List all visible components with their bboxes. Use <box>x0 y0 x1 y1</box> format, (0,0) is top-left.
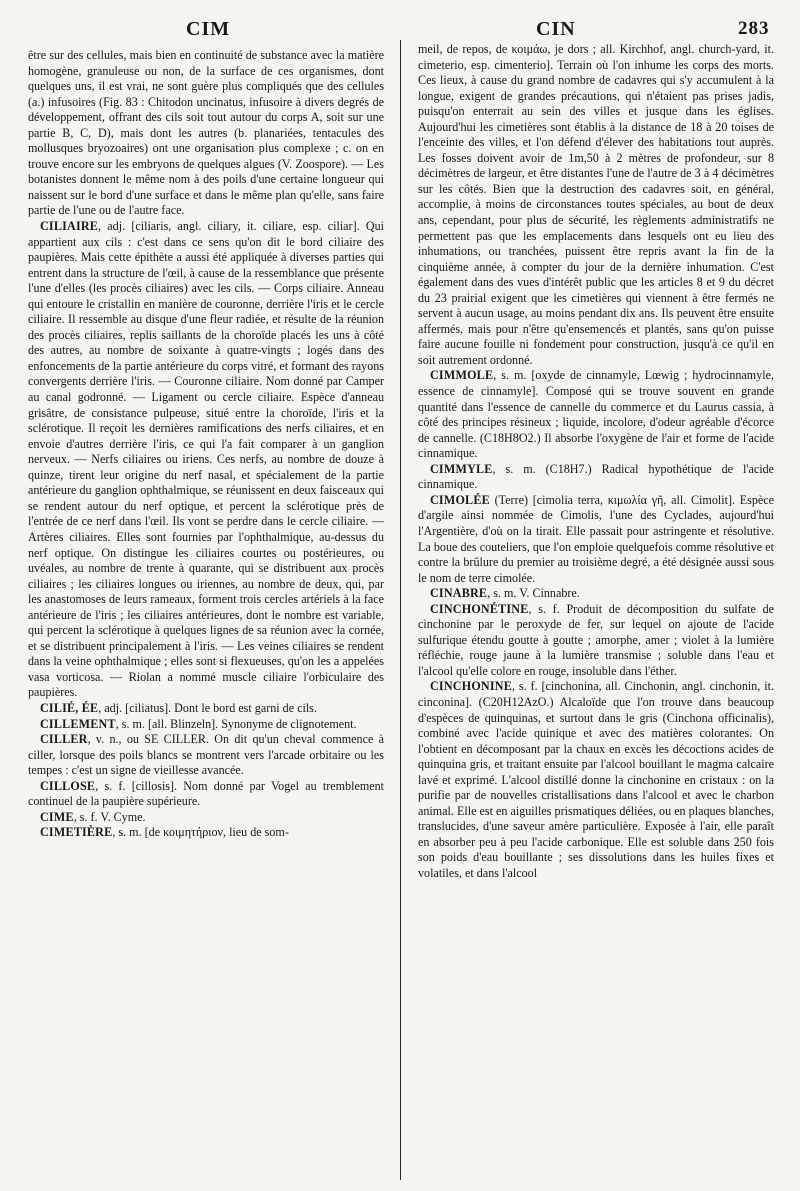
entry-cinchonetine: CINCHONÉTINE, s. f. Produit de décomposition du sulfate de cinchonine par le peroxyde de fer, sur lequel on ajoute de l'acide sulfurique étendu goutte à goutte ; amorphe, amer ; violet à la lumière réfléchie, rouge jaune à la lumière transmise ; soluble dans l'eau et l'alcool qu'elle colore en rouge, insoluble dans l'éther. <box>418 601 774 678</box>
entry-cilie: CILIÉ, ÉE, adj. [ciliatus]. Dont le bord est garni de cils. <box>40 700 317 715</box>
entry-cimolee: CIMOLÉE (Terre) [cimolia terra, κιμωλία γῆ, all. Cimolit]. Espèce d'argile ainsi nommée de Cimolis, l'une des Cyclades, aujourd'hui l'Argentière, d'où on la tirait. Elle passait pour astringente et résolutive. La boue des couteliers, que l'on emploie quelquefois comme résolutive et contre la brûlure du premier au troisième degré, a été désignée aussi sous le nom de terre cimolée. <box>418 492 774 585</box>
headword: CILIÉ, ÉE <box>40 700 99 715</box>
headword: CIMMYLE <box>430 461 493 476</box>
headword: CILLEMENT <box>40 716 116 731</box>
entry-ciller: CILLER, v. n., ou SE CILLER. On dit qu'un cheval commence à ciller, lorsque des poils blancs se montrent vers l'arcade orbitaire ou les tempes : c'est un signe de vieillesse avancée. <box>28 732 384 778</box>
entry-cinabre: CINABRE, s. m. V. Cinnabre. <box>430 586 580 601</box>
entry-continuation: meil, de repos, de κοιμάω, je dors ; all. Kirchhof, angl. church-yard, it. cimeterio, esp. cimenterio]. Terrain où l'on inhume les corps des morts. Ces lieux, à cause du grand nombre de cadavres qui s'y accumulent à la longue, exigent de grandes précautions, qui n'étaient pas prises jadis, puisqu'on enterrait au sein des villes et jusque dans les églises. Aujourd'hui les cimetières sont établis à la distance de 18 à 20 toises de l'enceinte des villes, et l'on défend d'élever des habitations tout auprès. Les fosses doivent avoir de 1m,50 à 2 mètres de profondeur, sur 8 décimètres de largeur, et être distantes l'une de l'autre de 3 à 4 décimètres sur les côtés. Bien que la destruction des cadavres soit, en général, accomplie, à moins de circonstances toutes spéciales, au bout de deux ans, cependant, pour plus de sécurité, les règlements administratifs ne permettent pas que les emplacements dans lesquels ont eu lieu des inhumations, ou tranchées, puissent être repris avant la fin de la cinquième année, à compter du jour de la dernière inhumation. C'est également dans des vues d'intérêt public que les articles 8 et 9 du décret du 23 prairial exigent que les cimetières qui viennent à être fermés ne servent à aucun usage, au moins pendant dix ans. Ils peuvent être ensuite affermés, mais pour n'être qu'ensemencés et plantés, sans qu'on puisse faire aucune fouille ni fondement pour construction, jusqu'à ce qu'il en soit autrement ordonné. <box>418 42 774 367</box>
entry-cillement: CILLEMENT, s. m. [all. Blinzeln]. Synonyme de clignotement. <box>40 716 357 731</box>
headword: CIMETIÈRE <box>40 825 113 840</box>
headword: CINABRE <box>430 586 488 601</box>
headword: CIMOLÉE <box>430 492 490 507</box>
headword: CINCHONINE <box>430 679 512 694</box>
headword: CINCHONÉTINE <box>430 601 529 616</box>
headword: CILLER <box>40 732 88 747</box>
right-column <box>418 42 774 882</box>
entry-ciliaire: CILIAIRE, adj. [ciliaris, angl. ciliary, it. ciliare, esp. ciliar]. Qui appartient aux cils : c'est dans ce sens qu'on dit le bord ciliaire des paupières. Mais cette épithète a aussi été appliquée à diverses parties qui entrent dans la structure de l'œil, à cause de la ressemblance que présente l'une d'elles (les procès ciliaires) avec les cils. — Corps ciliaire. Anneau qui entoure le cristallin en manière de couronne, derrière l'iris et le cercle ciliaire. Il ressemble au disque d'une fleur radiée, et résulte de la réunion des procès ciliaires, replis saillants de la choroïde placés les uns à côté des autres, au nombre de soixante à quatre-vingts ; logés dans des enfoncements de la partie antérieure du corps vitré, et formant des rayons convergents derrière l'iris. — Couronne ciliaire. Nom donné par Camper au canal godronné. — Ligament ou cercle ciliaire. Espèce d'anneau grisâtre, de consistance pulpeuse, situé entre la choroïde, l'iris et la sclérotique. Il reçoit les dernières ramifications des nerfs ciliaires, et en envoie d'autres derrière l'iris, ce qui l'a fait comparer à un ganglion nerveux. — Nerfs ciliaires ou iriens. Ces nerfs, au nombre de douze à quinze, tirent leur origine du nerf nasal, et spécialement de la partie antérieure du ganglion ophthalmique, se réunissent en deux faisceaux qui se rendent autour du nerf optique, et percent la sclérotique près de l'entrée de ce nerf dans l'œil. Ils vont se perdre dans le cercle ciliaire. — Artères ciliaires. Elles sont fournies par l'ophthalmique, au-dessus du nerf optique. On distingue les ciliaires courtes ou postérieures, ou uvéales, au nombre de trente à quarante, qui se distribuent aux procès ciliaires ; les ciliaires longues ou iriennes, au nombre de deux, qui, par les anastomoses de leurs rameaux, forment trois cercles artériels à la face antérieure de l'iris ; les ciliaires antérieures, dont le nombre est variable, qui percent la sclérotique à quelques lignes de sa réunion avec la cornée, et se distribuent principalement à l'iris. — Les veines ciliaires se rendent dans la veine ophthalmique ; elles sont si flexueuses, qu'on les a appelées vasa vorticosa. — Riolan a nommé muscle ciliaire l'orbiculaire des paupières. <box>28 219 384 700</box>
entry-cimetiere: CIMETIÈRE, s. m. [de κοιμητήριον, lieu de som- <box>40 825 289 840</box>
entry-continuation: être sur des cellules, mais bien en continuité de substance avec la matière homogène, granuleuse ou non, de la surface de ces organismes, dont quelques uns, il est vrai, ne sont guère plus compliqués que des cellules (a.) infusoires (Fig. 83 : Chitodon uncinatus, infusoire à divers degrés de développement, offrant des cils soit tout autour du corps A, soit sur une partie B, C, D), mais dont les autres (b. planariées, tentacules des mollusques bryozoaires) ont une organisation plus complexe ; c. on en trouve encore sur les embryons de quelques algues (V. Zoospore). — Les botanistes donnent le même nom à des poils d'une certaine longueur qui naissent sur le bord d'une surface et dans le même plan qu'elle, sans faire partie de l'une ou de l'autre face. <box>28 48 384 218</box>
entry-cinchonine: CINCHONINE, s. f. [cinchonina, all. Cinchonin, angl. cinchonin, it. cinconina]. (C20H12AzO.) Alcaloïde que l'on trouve dans beaucoup d'espèces de quinquinas, et surtout dans le gris (Cinchona officinalis), combiné avec l'acide quinique et avec des matières colorantes. On l'obtient en décomposant par la chaux en excès les décoctions acides de quinquina gris, et traitant ensuite par l'alcool bouillant le magma calcaire lavé et exprimé. L'alcool distillé donne la cinchonine en cristaux : on la purifie par de nouvelles cristallisations dans l'alcool et avec le charbon animal. Elle est en aiguilles prismatiques déliées, ou en plaques blanches, translucides, d'une saveur amère particulière. Exposée à l'air, elle paraît en absorber peu à peu l'acide carbonique. Elle est soluble dans 250 fois son poids d'eau bouillante ; ses dissolutions dans les huiles fixes et volatiles, et dans l'alcool <box>418 679 774 880</box>
entry-cimmyle: CIMMYLE, s. m. (C18H7.) Radical hypothétique de l'acide cinnamique. <box>418 461 774 492</box>
running-head-left: CIM <box>186 18 231 40</box>
column-divider <box>400 40 401 1180</box>
entry-cime: CIME, s. f. V. Cyme. <box>40 809 146 824</box>
headword: CIMMOLE <box>430 368 494 383</box>
headword: CILIAIRE <box>40 219 99 234</box>
left-column <box>28 48 384 841</box>
entry-cimmole: CIMMOLE, s. m. [oxyde de cinnamyle, Lœwig ; hydrocinnamyle, essence de cinnamyle]. Composé qui se trouve souvent en grande quantité dans l'essence de cannelle du commerce et du Laurus cassia, à côté des principes résineux ; liquide, incolore, d'odeur agréable d'écorce de cannelle. (C18H8O2.) Il absorbe l'oxygène de l'air et forme de l'acide cinnamique. <box>418 368 774 461</box>
headword: CIME <box>40 809 74 824</box>
page-number: 283 <box>738 18 770 39</box>
entry-cillose: CILLOSE, s. f. [cillosis]. Nom donné par Vogel au tremblement continuel de la paupière supérieure. <box>28 778 384 809</box>
running-head-right: CIN <box>536 18 576 40</box>
headword: CILLOSE <box>40 778 96 793</box>
